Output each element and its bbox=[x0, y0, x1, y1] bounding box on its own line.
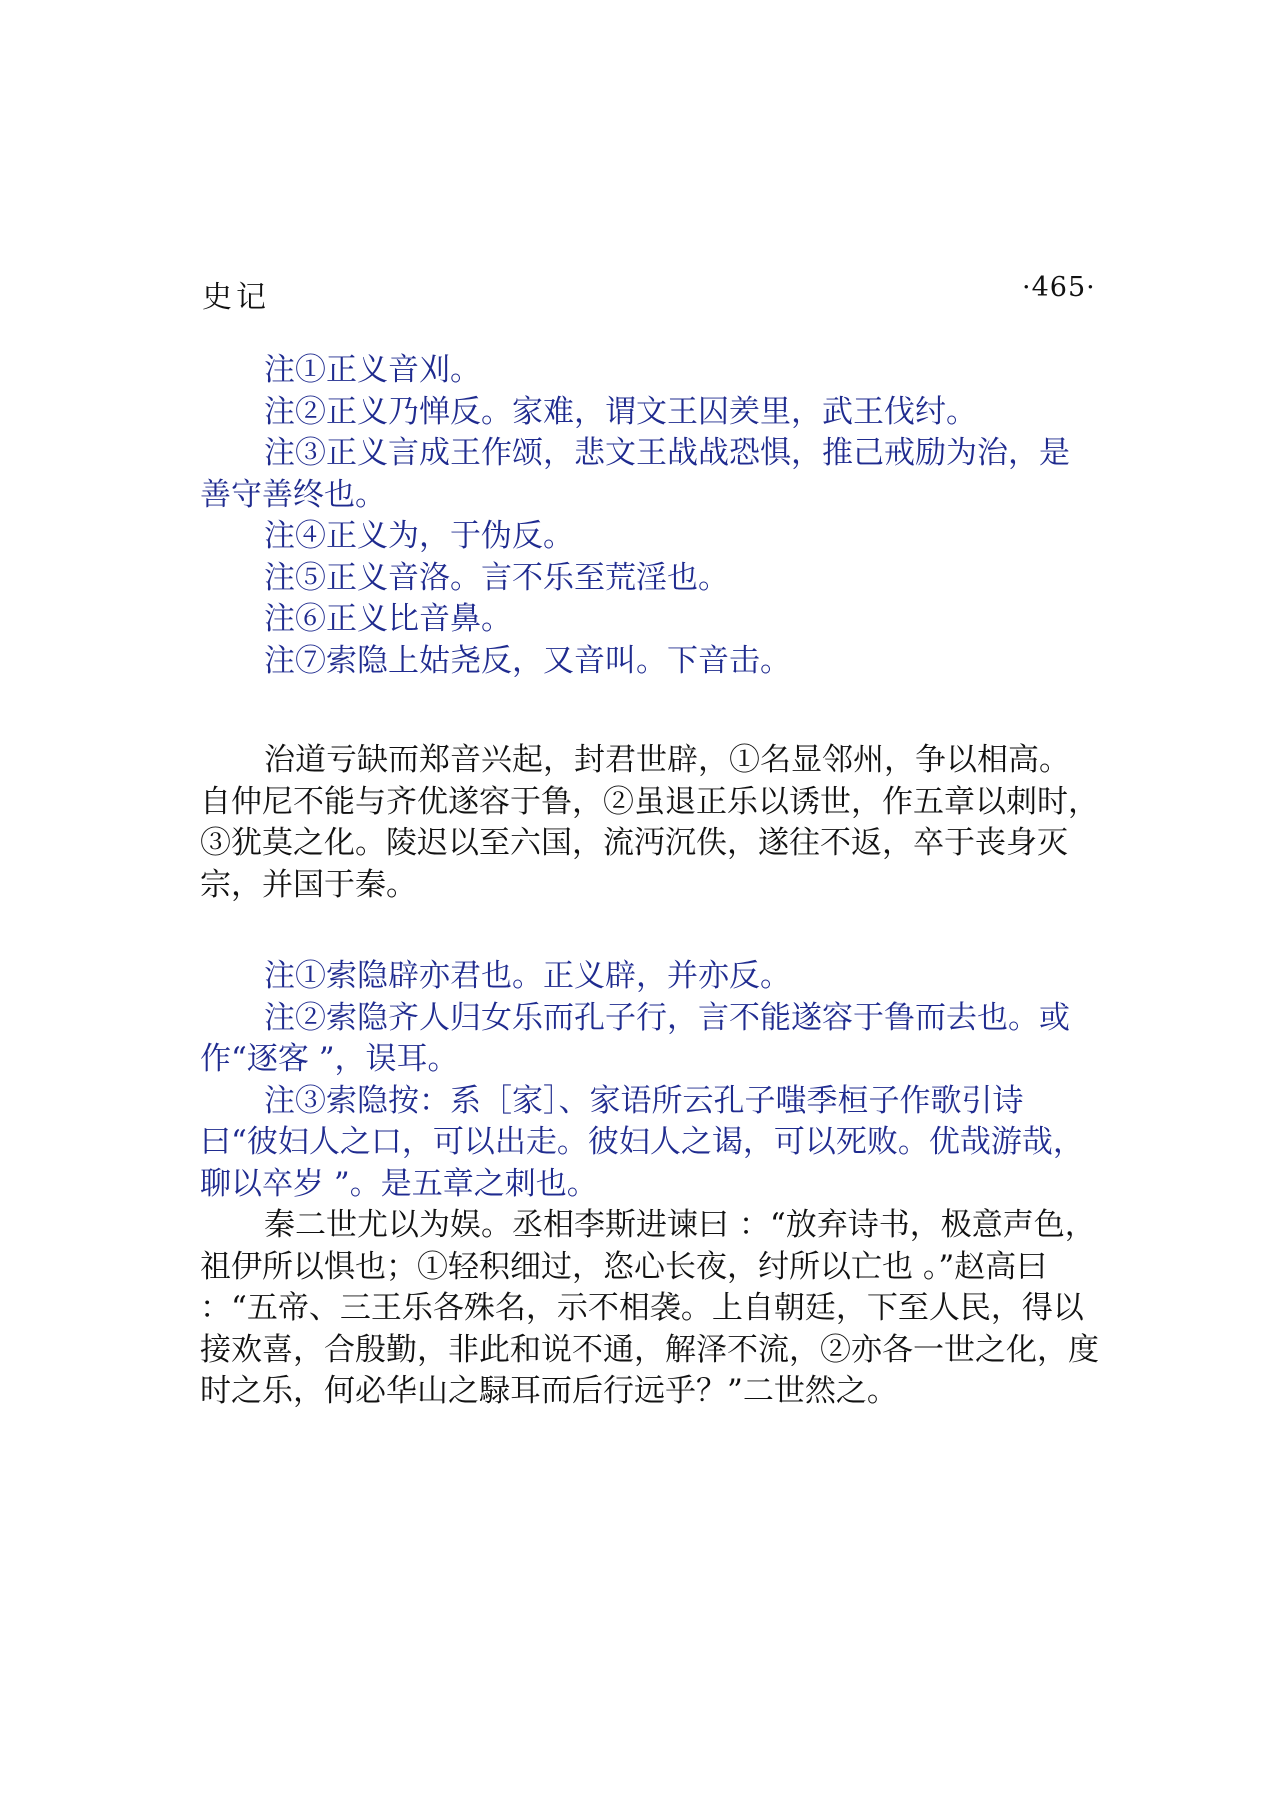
notes-section-1 bbox=[200, 350, 1100, 682]
note-item: 注④正义为，于伪反。 bbox=[264, 518, 574, 554]
running-header-title: 史记 bbox=[202, 280, 270, 315]
note-item: 注①正义音刈。 bbox=[264, 352, 481, 388]
note-item: 注⑤正义音洛。言不乐至荒淫也。 bbox=[264, 559, 729, 596]
main-text-section-1 bbox=[200, 740, 1100, 906]
note-item: 注②正义乃惮反。家难，谓文王囚羑里，武王伐纣。 bbox=[264, 393, 977, 430]
note-item: 注⑥正义比音鼻。 bbox=[264, 601, 512, 637]
note-item: 注③正义言成王作颂，悲文王战战恐惧，推己戒励为治，是善守善终也。 bbox=[200, 435, 1070, 513]
body-paragraph: 秦二世尤以为娱。丞相李斯进谏曰 ：“放弃诗书，极意声色，祖伊所以惧也；①轻积细过，恣心长夜，纣所以亡也 。”赵高曰 ：“五帝、三王乐各殊名，示不相袭。上自朝廷，下至人民，得以接欢喜，合殷勤，非此和说不通，解泽不流，②亦各一世之化，度时之乐，何必华山之騄耳而后行远乎？”二世然之。 bbox=[200, 1207, 1099, 1409]
note-item: 注⑦索隐上姑尧反，又音叫。下音击。 bbox=[264, 642, 791, 679]
page-number: ·465· bbox=[1022, 272, 1096, 303]
main-text-section-2 bbox=[200, 1205, 1100, 1413]
notes-section-2 bbox=[200, 956, 1100, 1205]
body-paragraph: 治道亏缺而郑音兴起，封君世辟，①名显邻州，争以相高。自仲尼不能与齐优遂容于鲁，②虽退正乐以诱世，作五章以刺时，③犹莫之化。陵迟以至六国，流沔沉佚，遂往不返，卒于丧身灭宗，并国于秦。 bbox=[200, 742, 1099, 903]
note-item: 注②索隐齐人归女乐而孔子行，言不能遂容于鲁而去也。或作“逐客 ”，误耳。 bbox=[200, 999, 1070, 1077]
note-item: 注①索隐辟亦君也。正义辟，并亦反。 bbox=[264, 958, 791, 994]
note-item: 注③索隐按：系［家］、家语所云孔子嗤季桓子作歌引诗曰“彼妇人之口，可以出走。彼妇人之谒，可以死败。优哉游哉，聊以卒岁 ”。是五章之刺也。 bbox=[200, 1082, 1084, 1202]
